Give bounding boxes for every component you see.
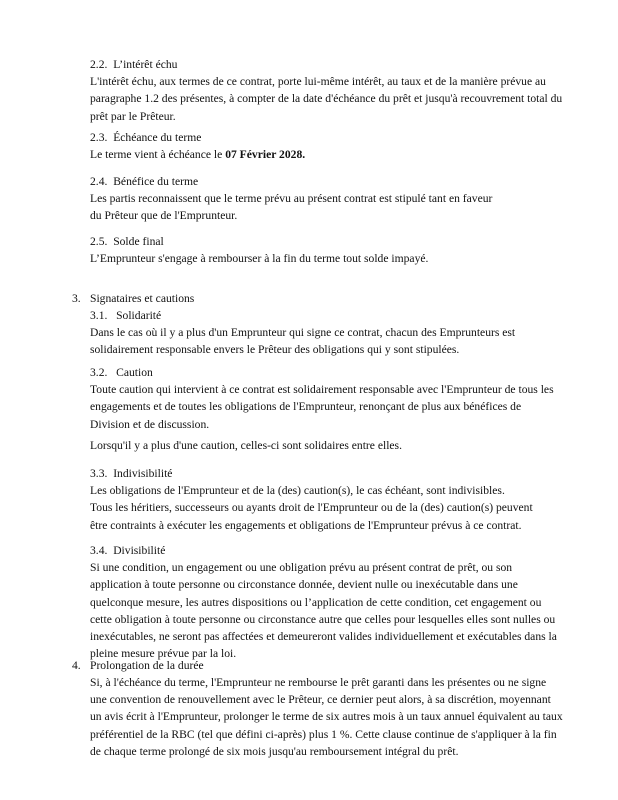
section-3-4 (90, 542, 557, 662)
paragraph-line: pleine mesure prévue par la loi. (90, 647, 237, 661)
paragraph-line: Division et de discussion. (90, 417, 210, 431)
section-2-3 (90, 129, 305, 163)
paragraph-line: de chaque terme prolongé de six mois jusqu'au remboursement intégral du prêt. (90, 744, 459, 758)
paragraph-line: inexécutables, ne seront pas affectées et demeureront valides individuellement et exécutables dans la (90, 630, 557, 644)
section-heading (90, 465, 533, 482)
section-heading (90, 542, 557, 559)
paragraph-line: engagements et de toutes les obligations de l'Emprunteur, renonçant de plus aux bénéfices de (90, 400, 522, 414)
section-title: Signataires et cautions (90, 292, 195, 305)
paragraph-line: L’Emprunteur s'engage à rembourser à la fin du terme tout solde impayé. (90, 252, 429, 266)
section-2-2 (90, 56, 562, 125)
paragraph-line: L'intérêt échu, aux termes de ce contrat, porte lui-même intérêt, au taux et de la manière prévue au (90, 75, 546, 89)
maturity-date: 07 Février 2028. (225, 148, 306, 162)
section-4-heading (72, 657, 204, 674)
paragraph-line: une convention de renouvellement avec le Prêteur, ce dernier peut alors, à sa discrétion, moyennant (90, 693, 551, 707)
section-heading (90, 233, 428, 250)
section-3-1 (90, 307, 515, 359)
section-title: Divisibilité (113, 544, 166, 557)
paragraph-line: Les obligations de l'Emprunteur et de la (des) caution(s), le cas échéant, sont indivisibles. (90, 484, 505, 498)
section-3-2-extra (90, 437, 402, 454)
section-heading (90, 364, 554, 381)
paragraph-line: paragraphe 1.2 des présentes, à compter de la date d'échéance du prêt et jusqu'à recouvrement total du (90, 92, 563, 106)
section-4-body (90, 674, 563, 760)
section-number: 3. (72, 292, 81, 305)
section-title: Échéance du terme (113, 131, 202, 144)
section-3-2 (90, 364, 554, 433)
section-2-5 (90, 233, 428, 267)
section-number: 2.5. (90, 235, 108, 248)
section-number: 3.2. (90, 366, 108, 379)
paragraph-line: quelconque mesure, les autres dispositions ou l’application de cette condition, cet engagement ou (90, 595, 542, 609)
section-heading (90, 307, 515, 324)
paragraph-line: Toute caution qui intervient à ce contrat est solidairement responsable avec l'Emprunteur de tous les (90, 383, 554, 397)
paragraph-line: un avis écrit à l'Emprunteur, prolonger le terme de six autres mois à un taux annuel équivalent au taux (90, 710, 563, 724)
section-3-3 (90, 465, 533, 534)
section-title: Solde final (113, 235, 164, 248)
paragraph-line: cette obligation à toute personne ou circonstance autre que celles pour lesquelles elles sont nulles ou (90, 612, 556, 626)
paragraph-line: Dans le cas où il y a plus d'un Emprunteur qui signe ce contrat, chacun des Emprunteurs est (90, 326, 516, 340)
section-title: Indivisibilité (113, 467, 173, 480)
section-number: 3.3. (90, 467, 108, 480)
section-title: Prolongation de la durée (90, 659, 204, 672)
section-number: 2.3. (90, 131, 108, 144)
section-title: L’intérêt échu (113, 58, 178, 71)
paragraph-line: Tous les héritiers, successeurs ou ayants droit de l'Emprunteur ou de la (des) caution(s) peuvent (90, 501, 533, 515)
paragraph-line: solidairement responsable envers le Prêteur des obligations qui y sont stipulées. (90, 343, 460, 357)
paragraph-line: application à toute personne ou circonstance donnée, devient nulle ou inexécutable dans une (90, 578, 518, 592)
section-title: Caution (116, 366, 153, 379)
paragraph-line: Si, à l'échéance du terme, l'Emprunteur ne rembourse le prêt garanti dans les présentes ou ne signe (90, 676, 547, 689)
section-title: Solidarité (116, 309, 162, 322)
paragraph-line (90, 146, 305, 163)
section-number: 2.2. (90, 58, 108, 71)
paragraph-line: du Prêteur que de l'Emprunteur. (90, 209, 238, 223)
paragraph-line: Lorsqu'il y a plus d'une caution, celles-ci sont solidaires entre elles. (90, 439, 402, 452)
section-3-heading (72, 290, 194, 307)
paragraph-line: Les partis reconnaissent que le terme prévu au présent contrat est stipulé tant en faveur (90, 192, 493, 206)
paragraph-line: Si une condition, un engagement ou une obligation prévu au présent contrat de prêt, ou son (90, 561, 513, 575)
section-number: 3.4. (90, 544, 108, 557)
section-heading (90, 56, 562, 73)
section-2-4 (90, 173, 492, 225)
section-number: 4. (72, 659, 81, 672)
section-number: 2.4. (90, 175, 108, 188)
paragraph-line: prêt par le Prêteur. (90, 109, 176, 123)
section-title: Bénéfice du terme (113, 175, 199, 188)
section-number: 3.1. (90, 309, 108, 322)
section-heading (90, 173, 492, 190)
section-heading (90, 129, 305, 146)
paragraph-line: préférentiel de la RBC (tel que défini ci-après) plus 1 %. Cette clause continue de s'appliquer à la fin (90, 727, 557, 741)
paragraph-line: être contraints à exécuter les engagements et obligations de l'Emprunteur prévus à ce contrat. (90, 518, 522, 532)
term-text: Le terme vient à échéance le (90, 148, 226, 162)
